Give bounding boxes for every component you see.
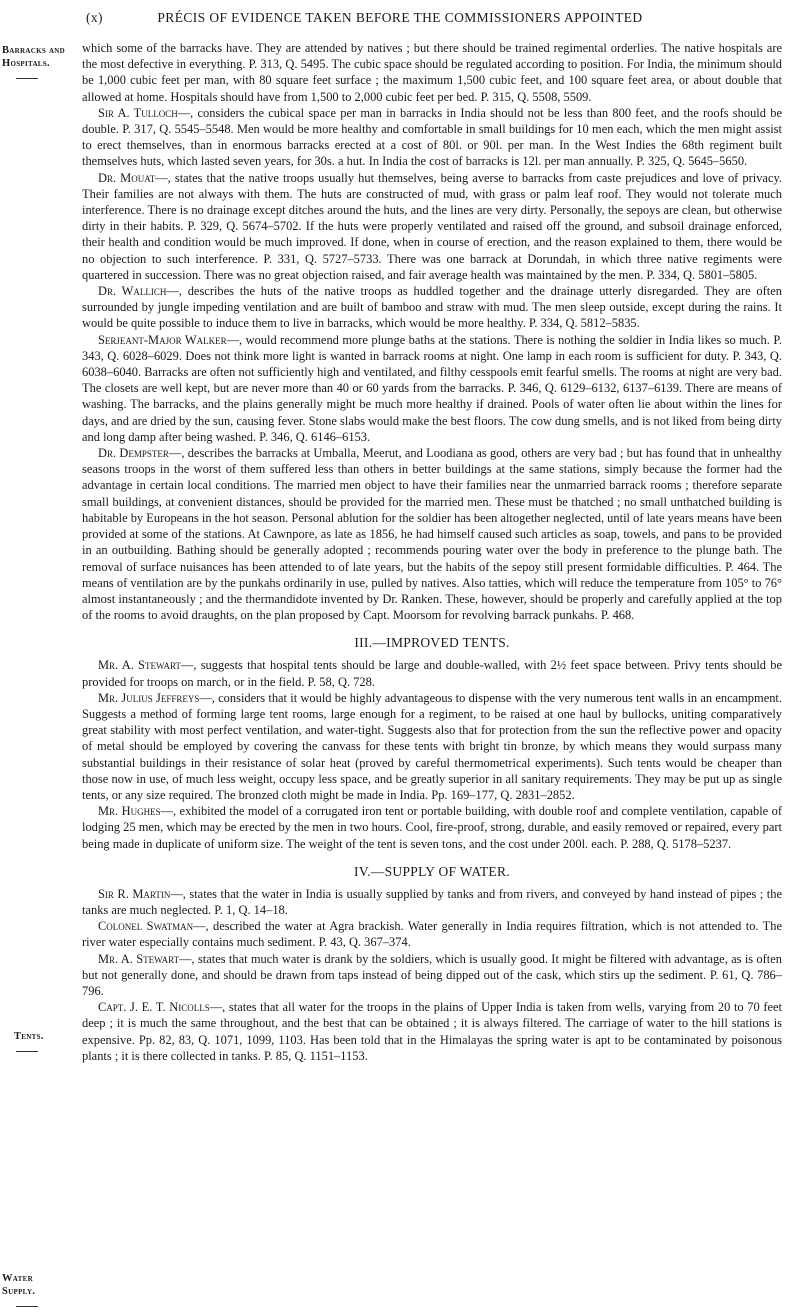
paragraph: Mr. Hughes—, exhibited the model of a corrugated iron tent or portable building, with double roof and complete ventilation, capable of lodging 25 men, which may be erected by the men in two hours. Cool, fire-proof, strong, durable, and easily removed or repaired, every part being made in duplicate of uniform size. The weight of the tent is seven tons, and the cost under 200l. each. P. 288, Q. 5178–5237. [82,804,782,851]
witness-name: Mr. Hughes [98,804,161,819]
witness-name: Sir A. Tulloch [98,105,178,120]
witness-name: Dr. Mouat [98,170,156,185]
page-number: (x) [86,10,103,25]
margin-note-barracks: Barracks and Hospitals. [2,44,78,79]
paragraph: Serjeant-Major Walker—, would recommend more plunge baths at the stations. There is nothing the soldier in India likes so much. P. 343, Q. 6028–6029. Does not think more light is wanted in barrack rooms at night. One lamp in each room is sufficient for duty. P. 343, Q. 6038–6040. Barracks are often not sufficiently high and ventilated, and filthy cesspools emit fearful smells. The rooms at night are very bad. The closets are well kept, but are never more than 40 or 60 yards from the barracks. P. 346, Q. 6129–6132, 6137–6139. There are means of washing. The barracks, and the plains generally might be much more healthy if drained. Pools of water often lie about within the lines for days, and are dried by the sun, causing fever. Stone slabs would make the best floors. The cow dung smells, and is not liked from being dirty and long damp after being washed. P. 346, Q. 6146–6153. [82,332,782,444]
witness-name: Colonel Swatman [98,919,194,934]
margin-dash [16,78,38,79]
witness-name: Dr. Wallich [98,284,167,299]
witness-name: Sir R. Martin [98,886,171,901]
witness-name: Dr. Dempster [98,446,169,461]
witness-name: Mr. Julius Jeffreys [98,690,200,705]
witness-name: Capt. J. E. T. Nicolls [98,1000,210,1015]
witness-name: Mr. A. Stewart [98,658,181,673]
section-heading-tents: III.—IMPROVED TENTS. [354,635,510,651]
paragraph: Dr. Wallich—, describes the huts of the native troops as huddled together and the drainage utterly disregarded. They are often surrounded by jungle impeding ventilation and are built of bamboo and straw with mud. The men sleep outside, except during the rains. It would be quite possible to induce them to live in barracks, which would be more healthy. P. 334, Q. 5812–5835. [82,284,782,331]
paragraph: Capt. J. E. T. Nicolls—, states that all water for the troops in the plains of Upper India is taken from wells, varying from 20 to 70 feet deep ; it is much the same throughout, and the best that can be obtained ; it is always filtered. The carriage of water to the hill stations is expensive. Pp. 82, 83, Q. 1071, 1099, 1103. Has been told that in the Himalayas the spring water is apt to be contaminated by poisonous plants ; it is there collected in tanks. P. 85, Q. 1151–1153. [82,1000,782,1063]
margin-note-tents: Tents. [14,1030,90,1052]
margin-dash [16,1306,38,1307]
paragraph: Sir A. Tulloch—, considers the cubical space per man in barracks in India should not be less than 800 feet, and the roofs should be double. P. 317, Q. 5545–5548. Men would be more healthy and comfortable in small buildings for 10 men each, which the men might assist to erect themselves, than in enormous barracks erected at a cost of 80l. or 90l. per man. In the West Indies the 68th regiment built themselves huts, which lasted seven years, for 30s. a hut. In India the cost of barracks is 12l. per man annually. P. 325, Q. 5645–5650. [82,105,782,169]
paragraph: Mr. A. Stewart—, suggests that hospital tents should be large and double-walled, with 2½ feet space between. Privy tents should be provided for troops on march, or in the field. P. 58, Q. 728. [82,658,782,689]
margin-dash [16,1051,38,1052]
paragraph: Dr. Mouat—, states that the native troops usually hut themselves, being averse to barracks from caste prejudices and love of privacy. Their families are not always with them. The huts are constructed of mud, with grass or palm leaf roof. They would not tolerate much interference. There is no drainage except ditches around the huts, and the lines are very dirty. Personally, the sepoys are clean, but otherwise dirty in their habits. P. 329, Q. 5674–5702. If the huts were properly ventilated and raised off the ground, and subsoil drainage enforced, their health and condition would be much improved. If done, when in course of erection, and the reason explained to them, there would be no objection to such interference. P. 331, Q. 5727–5733. There was one barrack at Dorundah, in which three native regiments were quartered in succession. There was no great objection raised, and fair average health was maintained by the men. P. 334, Q. 5801–5805. [82,170,782,282]
paragraph: Colonel Swatman—, described the water at Agra brackish. Water generally in India requires filtration, which is not attended to. The river water especially contains much sediment. P. 43, Q. 367–374. [82,919,782,950]
paragraph: which some of the barracks have. They are attended by natives ; but there should be trained regimental orderlies. The native hospitals are the most defective in everything. P. 313, Q. 5495. The cubic space should be regulated according to position. For India, the minimum should be 1,000 cubic feet per man, with 80 square feet surface ; the maximum 1,500 cubic feet, and 100 square feet area, or about double that allowed at home. Hospitals should have from 1,500 to 2,000 cubic feet per bed. P. 315, Q. 5508, 5509. [82,41,782,104]
document-body [82,40,782,1064]
section-heading-water: IV.—SUPPLY OF WATER. [354,863,510,879]
witness-name: Serjeant-Major Walker [98,332,227,347]
margin-note-water: Water Supply. [2,1272,68,1307]
paragraph: Dr. Dempster—, describes the barracks at Umballa, Meerut, and Loodiana as good, others are very bad ; but has found that in unhealthy seasons troops in the worst of them suffered less than others in better buildings at the same stations, simply because the former had the advantage in certain local conditions. The married men object to have their families near the unmarried barrack rooms ; therefore separate small buildings, at convenient distances, should be provided for the married men. These must be thatched ; no small unthatched building is habitable by Europeans in the hot season. Personal ablution for the soldier has been altogether neglected, until of late years means have been provided at some of the stations. At Cawnpore, as late as 1856, he had himself caused such articles as soap, towels, and pans to be provided in an outbuilding. Bathing should be generally adopted ; recommends pouring water over the body in preference to the plunge bath. The removal of surface nuisances has been attended to of late years, but the habits of the sepoy still present formidable difficulties. P. 464. The means of ventilation are by the punkahs ordinarily in use, pulled by natives. Also tatties, which will reduce the temperature from 105° to 76° almost instantaneously ; and the thermandidote invented by Dr. Ranken. These, however, should be properly and carefully applied at the top of the rooms to avoid draughts, on the plan proposed by Capt. Moorsom for revolving barrack punkahs. P. 468. [82,446,782,623]
paragraph: Mr. A. Stewart—, states that much water is drank by the soldiers, which is usually good. It might be filtered with advantage, as is often but not generally done, and should be drawn from taps instead of being dipped out of the cask, which stirs up the sediment. P. 61, Q. 786–796. [82,951,782,998]
header-title: PRÉCIS OF EVIDENCE TAKEN BEFORE THE COMMISSIONERS APPOINTED [157,10,643,25]
paragraph: Mr. Julius Jeffreys—, considers that it would be highly advantageous to dispense with the very numerous tent walls in an encampment. Suggests a method of forming large tent rooms, large enough for a regiment, to be raised at one haul by bullocks, uniting comparatively great stability with most perfect ventilation, and water-tight. Suggests also that for protection from the sun the reflective power and opacity of metal should be employed by covering the canvass for these tents with bright tin bronze, by which means they would surpass many substantial buildings in their resistance of solar heat (proved by careful thermometrical experiments). Such tents would be cheaper than those now in use, of much less weight, occupy less space, and be greatly superior in all sanitary requirements. They may be put up as single tents, or any size required. The bronzed cloth might be made in India. Pp. 169–177, Q. 2831–2852. [82,690,783,802]
witness-name: Mr. A. Stewart [98,951,180,966]
paragraph: Sir R. Martin—, states that the water in India is usually supplied by tanks and from rivers, and conveyed by hand instead of pipes ; the tanks are much neglected. P. 1, Q. 14–18. [82,886,783,917]
running-header [0,10,800,26]
